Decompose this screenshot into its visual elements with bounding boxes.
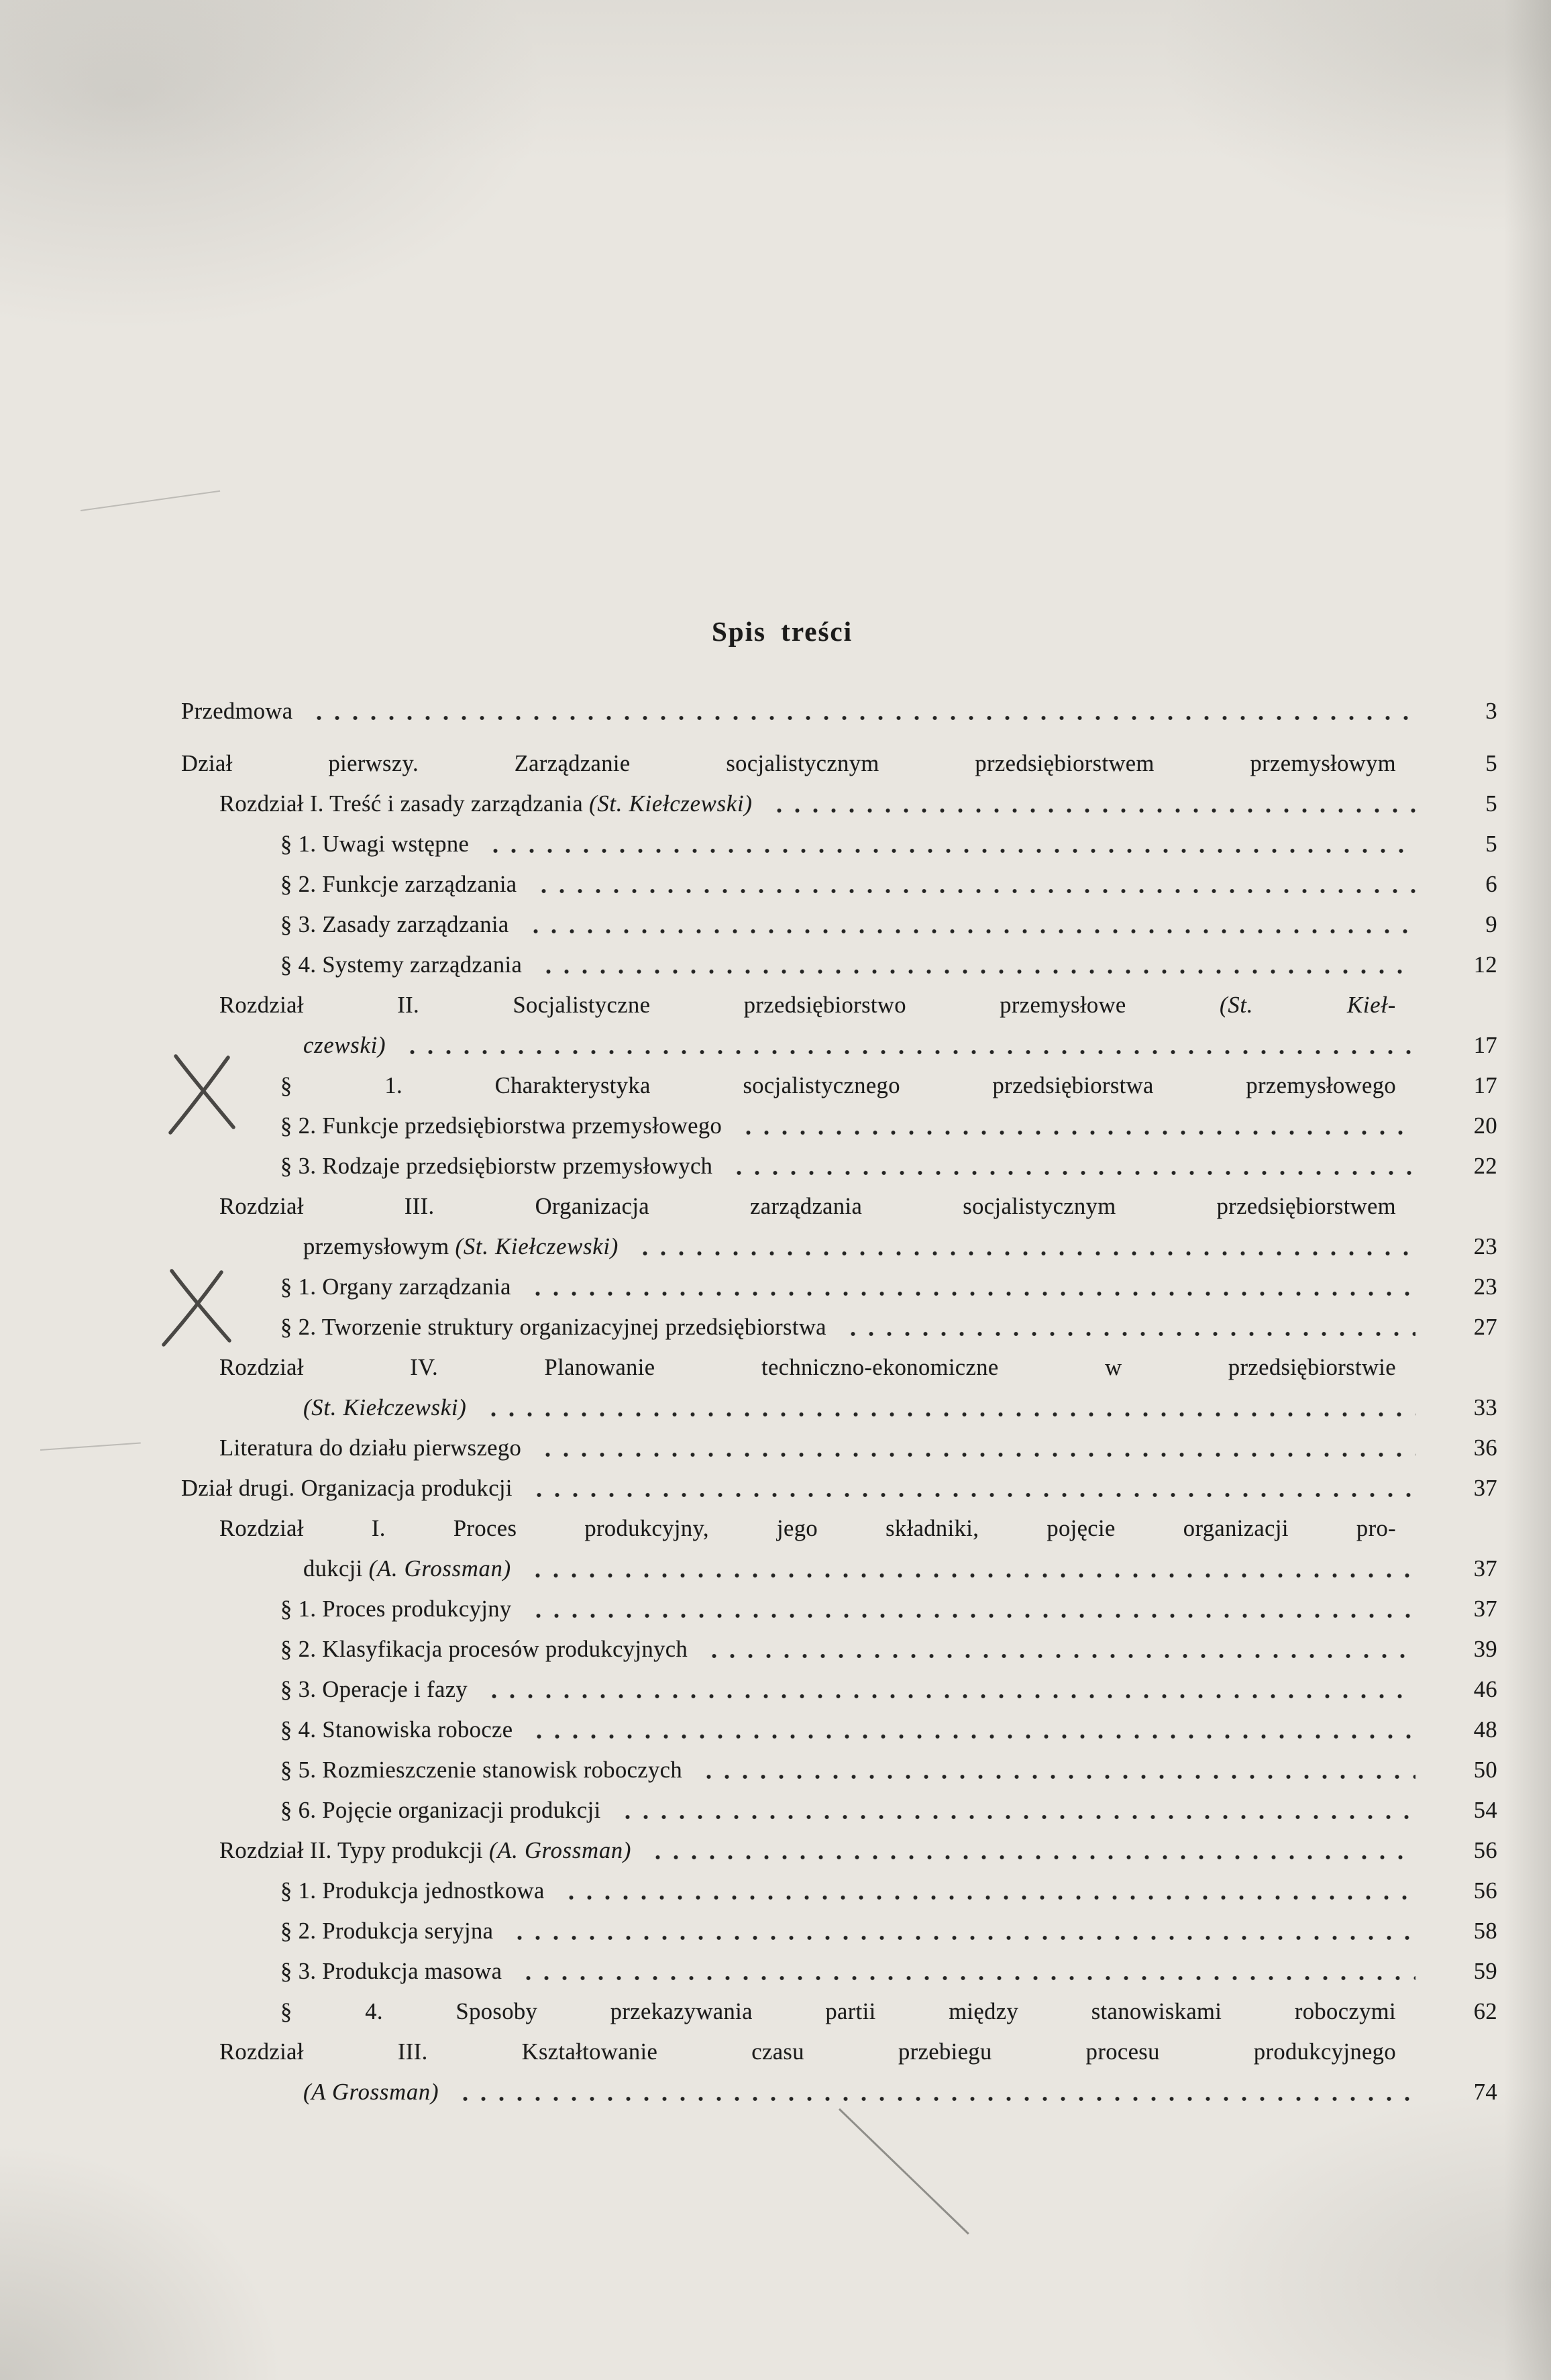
- toc-entry-page: 62: [1473, 1999, 1497, 2024]
- toc-entry-page: 48: [1473, 1717, 1497, 1743]
- toc-entry: [181, 1549, 1497, 1589]
- toc-entry-text: § 2. Funkcje zarządzania: [280, 872, 517, 897]
- toc-entry: [181, 1186, 1497, 1227]
- toc-entry: [181, 1106, 1497, 1146]
- toc-entry-text: [303, 2072, 439, 2112]
- toc-entry-page: 17: [1473, 1033, 1497, 1058]
- scan-artifact-line: [81, 490, 220, 511]
- dot-leader: [529, 1468, 1415, 1508]
- toc-entry-author: (St. Kiełczewski): [589, 791, 753, 817]
- dot-leader: [738, 1106, 1415, 1146]
- toc-entry-page: 37: [1473, 1596, 1497, 1622]
- dot-leader: [527, 1267, 1415, 1307]
- toc-entry-text: Rozdział I. Treść i zasady zarządzania (St. Kiełczewski): [219, 791, 753, 817]
- scan-artifact-line: [839, 2108, 969, 2234]
- toc-entry-page: 33: [1473, 1395, 1497, 1420]
- dot-leader: [704, 1629, 1415, 1669]
- toc-entry-text: Rozdział III. Organizacja zarządzania socjalistycznym przedsiębiorstwem: [219, 1194, 1396, 1219]
- toc-entry-author: (A Grossman): [303, 2079, 439, 2105]
- toc-entry: [181, 864, 1497, 904]
- toc-entry-page: 5: [1485, 831, 1497, 857]
- toc-entry-page: 20: [1473, 1113, 1497, 1139]
- toc-entry-text: § 1. Proces produkcyjny: [280, 1596, 512, 1622]
- toc-entry-text: § 2. Tworzenie struktury organizacyjnej przedsiębiorstwa: [280, 1314, 826, 1340]
- toc-entry-page: 59: [1473, 1959, 1497, 1984]
- toc-entry: [181, 1750, 1497, 1790]
- toc-entry-text: § 3. Rodzaje przedsiębiorstw przemysłowych: [280, 1153, 713, 1179]
- toc-entry-text: § 3. Zasady zarządzania: [280, 912, 509, 937]
- toc-entry-page: 17: [1473, 1073, 1497, 1098]
- toc-entry-text: § 1. Produkcja jednostkowa: [280, 1878, 545, 1904]
- toc-entry-author: (A. Grossman): [488, 1838, 632, 1863]
- toc-entry: [181, 1991, 1497, 2032]
- handwritten-x-mark-1: [166, 1052, 242, 1135]
- toc-entry-text: [303, 1388, 467, 1428]
- dot-leader: [455, 2072, 1415, 2112]
- toc-entry-page: 3: [1485, 699, 1497, 724]
- table-of-contents: [181, 615, 1497, 2112]
- dot-leader: [485, 824, 1415, 864]
- toc-entry-text: § 2. Funkcje przedsiębiorstwa przemysłowego: [280, 1113, 723, 1139]
- toc-entry-text: Dział pierwszy. Zarządzanie socjalistycznym przedsiębiorstwem przemysłowym: [181, 751, 1396, 776]
- toc-entry-text: § 1. Organy zarządzania: [280, 1274, 511, 1300]
- toc-entry-text: dukcji (A. Grossman): [303, 1556, 511, 1582]
- dot-leader: [518, 1951, 1415, 1991]
- toc-entry-page: 23: [1473, 1234, 1497, 1259]
- toc-entry-page: 5: [1485, 791, 1497, 817]
- toc-entry: [181, 1347, 1497, 1388]
- page-title: Spis treści: [711, 616, 853, 647]
- toc-entry-text: § 3. Produkcja masowa: [280, 1959, 502, 1984]
- toc-entry-text: § 2. Klasyfikacja procesów produkcyjnych: [280, 1637, 688, 1662]
- toc-entry-text: § 1. Uwagi wstępne: [280, 831, 470, 857]
- toc-entry-page: 22: [1473, 1153, 1497, 1179]
- toc-entry-author: (St. Kiełczewski): [303, 1395, 467, 1420]
- toc-entry-text: Rozdział IV. Planowanie techniczno-ekonomiczne w przedsiębiorstwie: [219, 1355, 1396, 1380]
- dot-leader: [647, 1830, 1415, 1871]
- dot-leader: [529, 1710, 1415, 1750]
- toc-entry: [181, 945, 1497, 985]
- dot-leader: [617, 1790, 1415, 1830]
- toc-entry-page: 56: [1473, 1838, 1497, 1863]
- dot-leader: [525, 904, 1415, 945]
- dot-leader: [309, 691, 1415, 731]
- dot-leader: [635, 1227, 1415, 1267]
- toc-entry-page: 36: [1473, 1435, 1497, 1461]
- dot-leader: [698, 1750, 1415, 1790]
- toc-entry: [181, 1428, 1497, 1468]
- toc-entry: [181, 904, 1497, 945]
- toc-entry-page: 37: [1473, 1476, 1497, 1501]
- toc-entry: [181, 1669, 1497, 1710]
- dot-leader: [729, 1146, 1415, 1186]
- toc-entry: [181, 1267, 1497, 1307]
- toc-entry-page: 12: [1473, 952, 1497, 978]
- toc-entry: [181, 1830, 1497, 1871]
- toc-entry: [181, 1307, 1497, 1347]
- toc-entry-author: (St. Kiełczewski): [455, 1234, 619, 1259]
- handwritten-x-mark-2: [161, 1268, 236, 1347]
- dot-leader: [528, 1589, 1415, 1629]
- toc-entry-page: 46: [1473, 1677, 1497, 1702]
- toc-entry-text: Rozdział II. Typy produkcji (A. Grossman): [219, 1838, 632, 1863]
- toc-entry: [181, 1710, 1497, 1750]
- toc-entry: [181, 691, 1497, 731]
- toc-entry: [181, 1227, 1497, 1267]
- dot-leader: [484, 1669, 1415, 1710]
- toc-entry-text: Rozdział I. Proces produkcyjny, jego składniki, pojęcie organizacji pro-: [219, 1516, 1396, 1541]
- toc-entry: [181, 2032, 1497, 2072]
- toc-entry: [181, 1388, 1497, 1428]
- toc-entry: [181, 1468, 1497, 1508]
- dot-leader: [527, 1549, 1415, 1589]
- toc-entry-page: 54: [1473, 1798, 1497, 1823]
- toc-entry-text: Dział drugi. Organizacja produkcji: [181, 1476, 513, 1501]
- toc-entry-page: 5: [1485, 751, 1497, 776]
- toc-entry: [181, 985, 1497, 1025]
- toc-entry-author: (St. Kieł-: [1220, 992, 1397, 1018]
- dot-leader: [843, 1307, 1415, 1347]
- toc-entry-page: 39: [1473, 1637, 1497, 1662]
- toc-entry: [181, 1911, 1497, 1951]
- toc-entry: [181, 1066, 1497, 1106]
- toc-entry-page: 9: [1485, 912, 1497, 937]
- toc-entry: [181, 1025, 1497, 1066]
- toc-entry-text: przemysłowym (St. Kiełczewski): [303, 1234, 619, 1259]
- toc-entry-author: czewski): [303, 1033, 386, 1058]
- toc-entry-page: 56: [1473, 1878, 1497, 1904]
- toc-entry-text: § 1. Charakterystyka socjalistycznego przedsiębiorstwa przemysłowego: [280, 1073, 1396, 1098]
- toc-entry-text: § 6. Pojęcie organizacji produkcji: [280, 1798, 601, 1823]
- toc-entry: [181, 743, 1497, 784]
- toc-entry-text: § 2. Produkcja seryjna: [280, 1918, 494, 1944]
- toc-entry: [181, 784, 1497, 824]
- toc-entry: [181, 1871, 1497, 1911]
- dot-leader: [538, 945, 1415, 985]
- dot-leader: [561, 1871, 1415, 1911]
- toc-entry: [181, 1790, 1497, 1830]
- dot-leader: [537, 1428, 1415, 1468]
- dot-leader: [402, 1025, 1415, 1066]
- toc-entry-text: § 4. Stanowiska robocze: [280, 1717, 513, 1743]
- dot-leader: [509, 1911, 1415, 1951]
- toc-entry-page: 37: [1473, 1556, 1497, 1582]
- toc-entry-text: Literatura do działu pierwszego: [219, 1435, 522, 1461]
- dot-leader: [483, 1388, 1415, 1428]
- toc-entry-page: 6: [1485, 872, 1497, 897]
- toc-entry: [181, 2072, 1497, 2112]
- toc-entry-page: 58: [1473, 1918, 1497, 1944]
- toc-entry: [181, 1508, 1497, 1549]
- toc-entry-text: § 4. Sposoby przekazywania partii między stanowiskami roboczymi: [280, 1999, 1396, 2024]
- toc-entry-text: § 5. Rozmieszczenie stanowisk roboczych: [280, 1757, 683, 1783]
- toc-entry-text: § 3. Operacje i fazy: [280, 1677, 468, 1702]
- toc-list: [181, 691, 1497, 2112]
- toc-entry-text: Przedmowa: [181, 699, 293, 724]
- toc-entry-page: 50: [1473, 1757, 1497, 1783]
- toc-entry-text: § 4. Systemy zarządzania: [280, 952, 523, 978]
- toc-entry-page: 27: [1473, 1314, 1497, 1340]
- toc-entry-text: [303, 1025, 386, 1066]
- dot-leader: [533, 864, 1415, 904]
- toc-entry: [181, 1629, 1497, 1669]
- toc-entry-text: Rozdział III. Kształtowanie czasu przebiegu procesu produkcyjnego: [219, 2039, 1396, 2065]
- toc-entry-page: 23: [1473, 1274, 1497, 1300]
- scan-artifact-line: [40, 1443, 141, 1451]
- dot-leader: [769, 784, 1415, 824]
- toc-entry-text: Rozdział II. Socjalistyczne przedsiębiorstwo przemysłowe (St. Kieł-: [219, 992, 1397, 1018]
- toc-entry-page: 74: [1473, 2079, 1497, 2105]
- toc-entry-author: (A. Grossman): [368, 1556, 511, 1582]
- toc-entry: [181, 1951, 1497, 1991]
- toc-entry: [181, 1589, 1497, 1629]
- toc-entry: [181, 824, 1497, 864]
- toc-entry: [181, 1146, 1497, 1186]
